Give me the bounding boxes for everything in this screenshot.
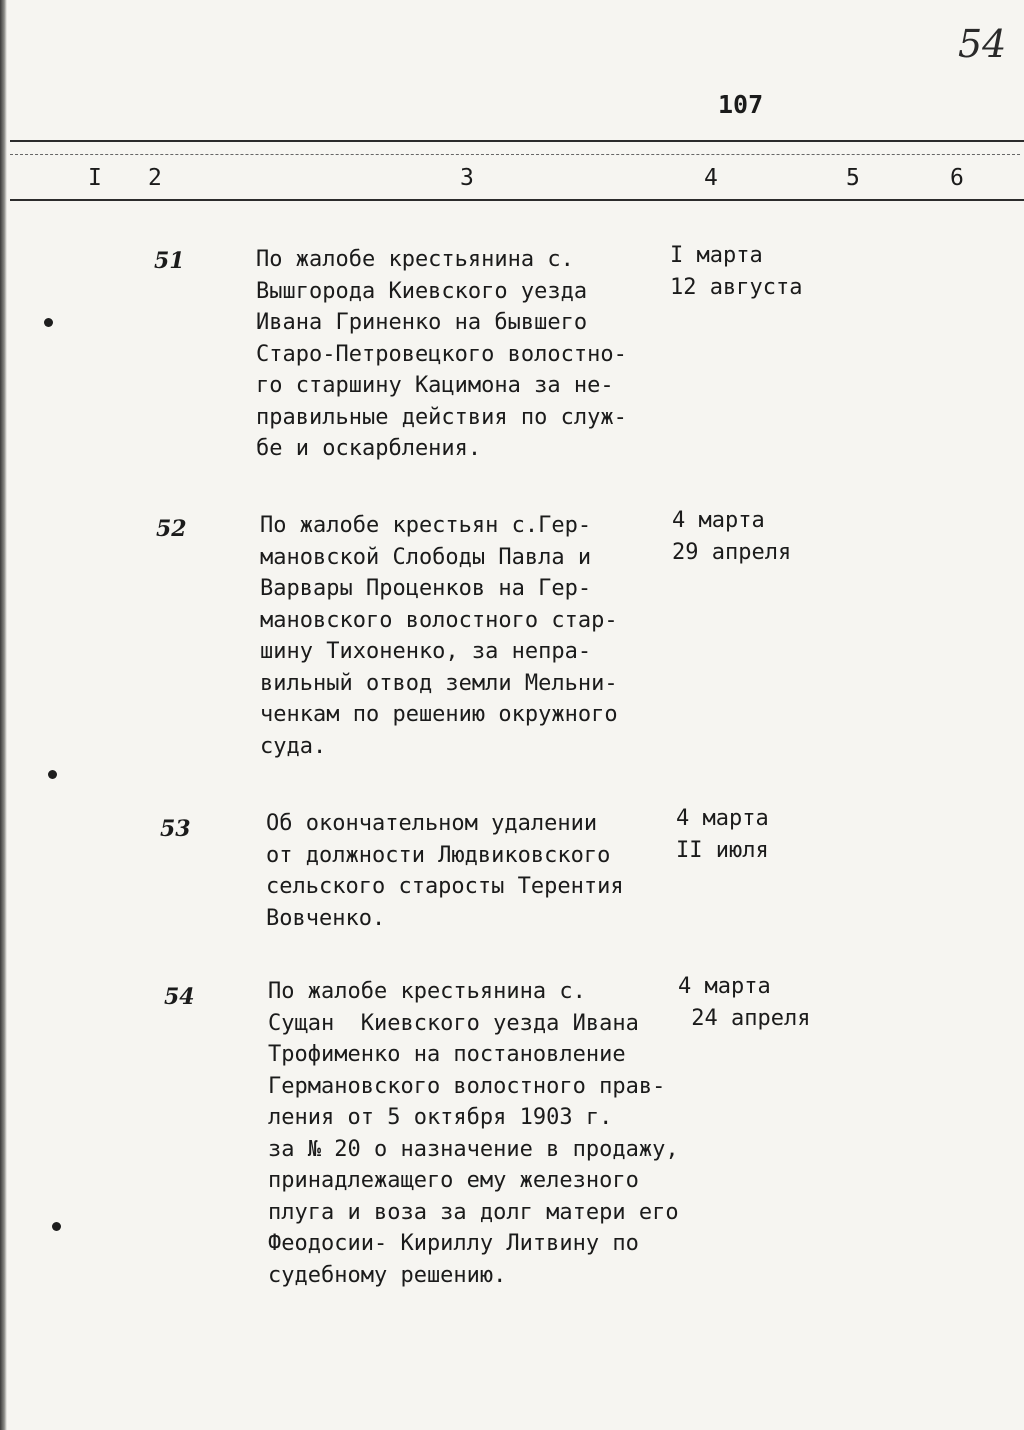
column-number-5: 5: [846, 165, 860, 191]
entry-number: 54: [164, 984, 195, 1010]
entry-description: По жалобе крестьянина с. Вышгорода Киевского уезда Ивана Гриненко на бывшего Старо-Петровецкого волостно- го старшину Кацимона за не- правильные действия по служ- бе и оскарбления.: [256, 247, 627, 461]
binder-hole: [52, 1222, 61, 1231]
entry-number: 52: [156, 516, 187, 542]
binder-hole: [48, 770, 57, 779]
column-number-3: 3: [460, 165, 474, 191]
header-rule-bottom: [10, 199, 1024, 201]
page-number: 107: [718, 90, 764, 119]
page-binding-edge: [0, 0, 7, 1430]
entry-dates: 4 марта 29 апреля: [672, 508, 792, 565]
column-number-2: 2: [148, 165, 162, 191]
column-number-6: 6: [950, 165, 964, 191]
entry-dates: I марта 12 августа: [670, 243, 803, 300]
entry-number: 51: [154, 248, 185, 274]
entry-dates: 4 марта II июля: [676, 806, 769, 863]
entry-number: 53: [160, 816, 191, 842]
column-number-4: 4: [704, 165, 718, 191]
header-rule-dotted: [10, 154, 1020, 155]
binder-hole: [44, 318, 53, 327]
entry-description: По жалобе крестьянина с. Сущан Киевского уезда Ивана Трофименко на постановление Германовского волостного прав- ления от 5 октября 1903 г. за № 20 о назначение в продажу, принадлежащего ему железного плуга и воза за долг матери его Феодосии- Кириллу Литвину по судебному решению.: [268, 979, 679, 1288]
header-rule-top: [10, 140, 1024, 142]
handwritten-folio-number: 54: [958, 22, 1007, 66]
entry-description: По жалобе крестьян с.Гер- мановской Слободы Павла и Варвары Проценков на Гер- мановского волостного стар- шину Тихоненко, за непра- вильный отвод земли Мельни- ченкам по решению окружного суда.: [260, 513, 618, 759]
entry-description: Об окончательном удалении от должности Людвиковского сельского старосты Терентия Вовченко.: [266, 811, 624, 931]
column-number-1: I: [88, 165, 102, 191]
entry-dates: 4 марта 24 апреля: [678, 974, 811, 1031]
